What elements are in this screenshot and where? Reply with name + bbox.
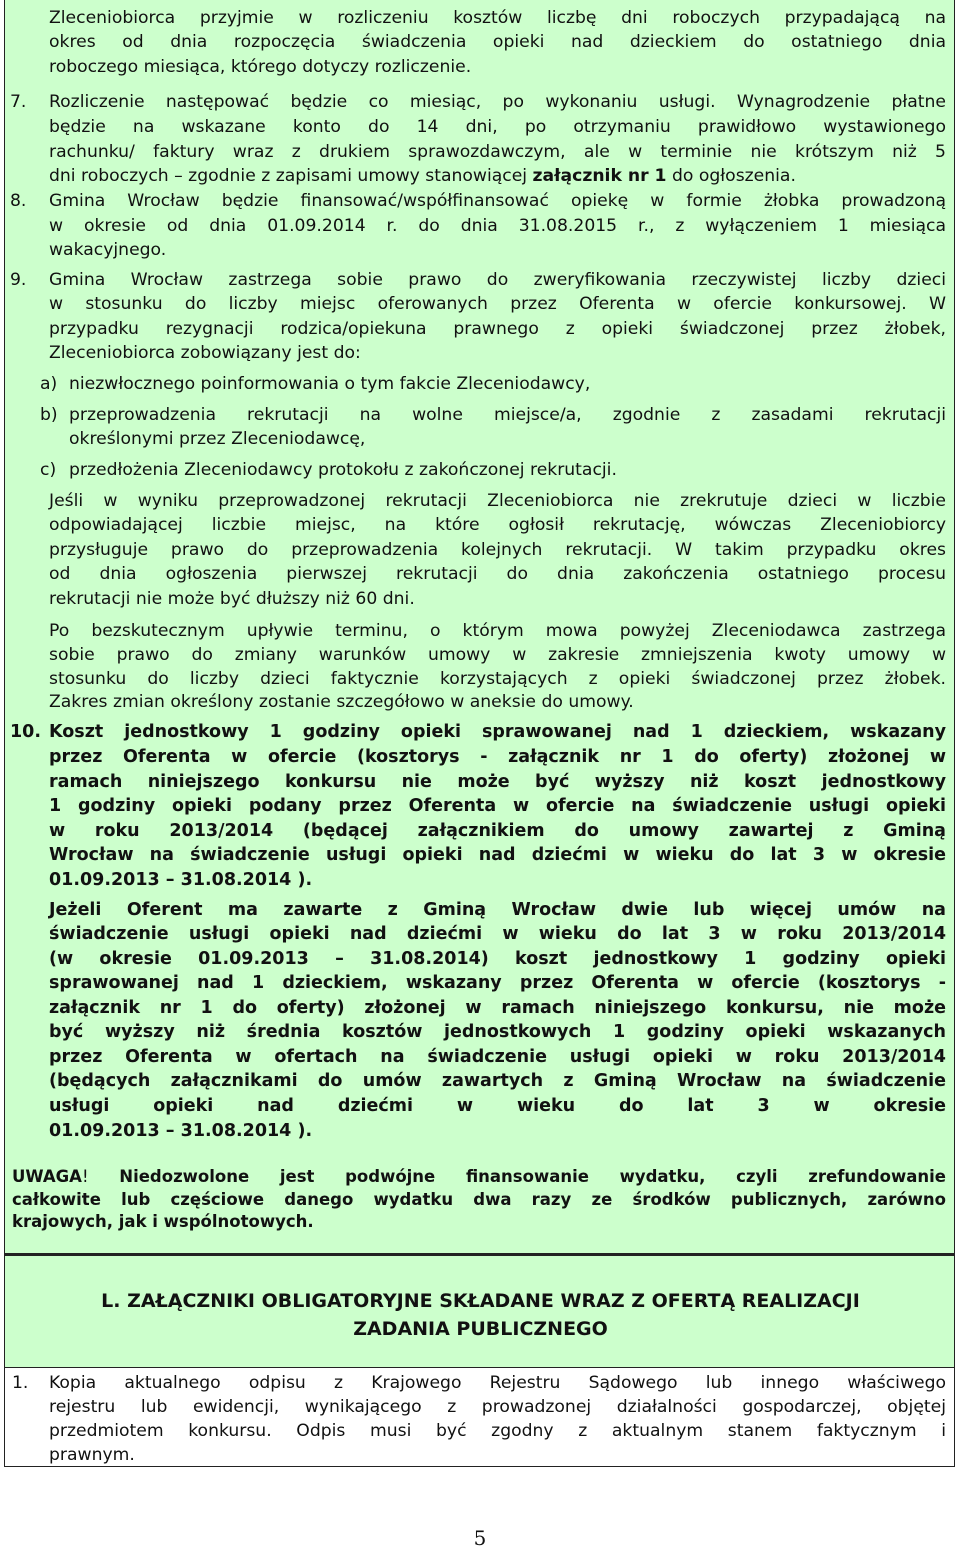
item10-line: Koszt jednostkowy 1 godziny opieki sprawowanej nad 1 dzieckiem, wskazany [49, 722, 946, 742]
item10-line: 1 godziny opieki podany przez Oferenta w ofercie na świadczenie usługi opieki [49, 796, 946, 816]
sub-item-text: niezwłocznego poinformowania o tym fakcie Zleceniodawcy, [69, 374, 591, 394]
item10-para-line: załącznik nr 1 do oferty) złożonej w ramach niniejszego konkursu, nie może [49, 998, 946, 1018]
item8-line: wakacyjnego. [49, 240, 167, 260]
item9-para1-line: przysługuje prawo do przeprowadzenia kolejnych rekrutacji. W takim przypadku okres [49, 540, 946, 560]
attachment-ref: załącznik nr 1 [532, 166, 667, 186]
item10-para-line: świadczenie usługi opieki nad dziećmi w wieku do lat 3 w roku 2013/2014 [49, 924, 946, 944]
item10-line: ramach niniejszego konkursu nie może być wyższy niż koszt jednostkowy [49, 772, 946, 792]
attachment-line: Kopia aktualnego odpisu z Krajowego Rejestru Sądowego lub innego właściwego [49, 1373, 946, 1393]
page-number: 5 [473, 1526, 487, 1550]
sub-item-text: określonymi przez Zleceniodawcę, [69, 429, 366, 449]
attachment-line: rejestru lub ewidencji, wynikającego z prowadzonej działalności gospodarczej, objętej [49, 1397, 946, 1417]
item10-line: 01.09.2013 – 31.08.2014 ). [49, 870, 313, 890]
item10-line: Wrocław na świadczenie usługi opieki nad dziećmi w wieku do lat 3 w okresie [49, 845, 946, 865]
item10-para-line: usługi opieki nad dziećmi w wieku do lat 3 w okresie [49, 1096, 946, 1116]
item9-line: Zleceniobiorca zobowiązany jest do: [49, 343, 361, 363]
sub-item-text: przedłożenia Zleceniodawcy protokołu z zakończonej rekrutacji. [69, 460, 617, 480]
item10-para-line: być wyższy niż średnia kosztów jednostkowych 1 godziny opieki wskazanych [49, 1022, 946, 1042]
item9-line: w stosunku do liczby miejsc oferowanych przez Oferenta w ofercie konkursowej. W [49, 294, 946, 314]
section-header [4, 1254, 955, 1368]
item10-line: przez Oferenta w ofercie (kosztorys - załącznik nr 1 do oferty) złożonej w [49, 747, 946, 767]
item9-line: przypadku rezygnacji rodzica/opiekuna prawnego z opieki świadczonej przez żłobek, [49, 319, 946, 339]
item9-para1-line: od dnia ogłoszenia pierwszej rekrutacji do dnia zakończenia ostatniego procesu [49, 564, 946, 584]
warning-line [12, 1165, 946, 1188]
item-number: 10. [10, 722, 42, 742]
item10-para-line: sprawowanej nad 1 dzieckiem, wskazany przez Oferenta w ofercie (kosztorys - [49, 973, 946, 993]
attachment-line: prawnym. [49, 1445, 135, 1465]
warning-excl: ! [81, 1167, 89, 1186]
item10-para-line: (będących załącznikami do umów zawartych z Gminą Wrocław na świadczenie [49, 1071, 946, 1091]
item10-para-line: przez Oferenta w ofertach na świadczenie usługi opieki w roku 2013/2014 [49, 1047, 946, 1067]
item7-last-line [49, 164, 796, 189]
sub-item-label: b) [40, 405, 58, 425]
item9-para1-line: rekrutacji nie może być dłuższy niż 60 dni. [49, 589, 415, 609]
item-number: 1. [12, 1373, 29, 1393]
item-number: 7. [10, 92, 27, 112]
item10-para-line: (w okresie 01.09.2013 – 31.08.2014) koszt jednostkowy 1 godziny opieki [49, 949, 946, 969]
intro-line: roboczego miesiąca, którego dotyczy rozliczenie. [49, 57, 472, 77]
item7-text: dni roboczych – zgodnie z zapisami umowy stanowiącej [49, 166, 533, 186]
item8-line: Gmina Wrocław będzie finansować/współfinansować opiekę w formie żłobka prowadzoną [49, 191, 946, 211]
warning-line: krajowych, jak i wspólnotowych. [12, 1212, 314, 1231]
item10-para-line: Jeżeli Oferent ma zawarte z Gminą Wrocław dwie lub więcej umów na [49, 900, 946, 920]
warning-line: całkowite lub częściowe danego wydatku dwa razy ze środków publicznych, zarówno [12, 1190, 946, 1209]
item7-text: do ogłoszenia. [666, 166, 796, 186]
item7-line: będzie na wskazane konto do 14 dni, po otrzymaniu prawidłowo wystawionego [49, 117, 946, 137]
sub-item-text: przeprowadzenia rekrutacji na wolne miejsce/a, zgodnie z zasadami rekrutacji [69, 405, 946, 425]
warning-text: Niedozwolone jest podwójne finansowanie wydatku, czyli zrefundowanie [88, 1167, 946, 1186]
item8-line: w okresie od dnia 01.09.2014 r. do dnia 31.08.2015 r., z wyłączeniem 1 miesiąca [49, 216, 946, 236]
item-number: 8. [10, 191, 27, 211]
warning-label: UWAGA [12, 1167, 82, 1186]
section-title: ZADANIA PUBLICZNEGO [353, 1318, 608, 1340]
item10-para-line: 01.09.2013 – 31.08.2014 ). [49, 1121, 313, 1141]
item9-para2-line: stosunku do liczby dzieci faktycznie korzystających z opieki świadczonej przez żłobek. [49, 669, 946, 689]
item10-line: w roku 2013/2014 (będącej załącznikiem do umowy zawartej z Gminą [49, 821, 946, 841]
item9-line: Gmina Wrocław zastrzega sobie prawo do zweryfikowania rzeczywistej liczby dzieci [49, 270, 946, 290]
item7-line: Rozliczenie następować będzie co miesiąc, po wykonaniu usługi. Wynagrodzenie płatne [49, 92, 946, 112]
item9-para1-line: odpowiadającej liczbie miejsc, na które ogłosił rekrutację, wówczas Zleceniobiorcy [49, 515, 946, 535]
item9-para2-line: sobie prawo do zmiany warunków umowy w zakresie zmniejszenia kwoty umowy w [49, 645, 946, 665]
intro-line: Zleceniobiorca przyjmie w rozliczeniu kosztów liczbę dni roboczych przypadającą na [49, 8, 946, 28]
sub-item-label: a) [40, 374, 58, 394]
attachment-line: przedmiotem konkursu. Odpis musi być zgodny z aktualnym stanem faktycznym i [49, 1421, 946, 1441]
intro-line: okres od dnia rozpoczęcia świadczenia opieki nad dzieckiem do ostatniego dnia [49, 32, 946, 52]
item9-para1-line: Jeśli w wyniku przeprowadzonej rekrutacji Zleceniobiorca nie zrekrutuje dzieci w liczbie [49, 491, 946, 511]
item-number: 9. [10, 270, 27, 290]
item9-para2-line: Po bezskutecznym upływie terminu, o którym mowa powyżej Zleceniodawca zastrzega [49, 621, 946, 641]
item7-line: rachunku/ faktury wraz z drukiem sprawozdawczym, ale w terminie nie krótszym niż 5 [49, 142, 946, 162]
item9-para2-line: Zakres zmian określony zostanie szczegółowo w aneksie do umowy. [49, 692, 634, 712]
section-title: L. ZAŁĄCZNIKI OBLIGATORYJNE SKŁADANE WRAZ Z OFERTĄ REALIZACJI [101, 1290, 860, 1312]
sub-item-label: c) [40, 460, 57, 480]
